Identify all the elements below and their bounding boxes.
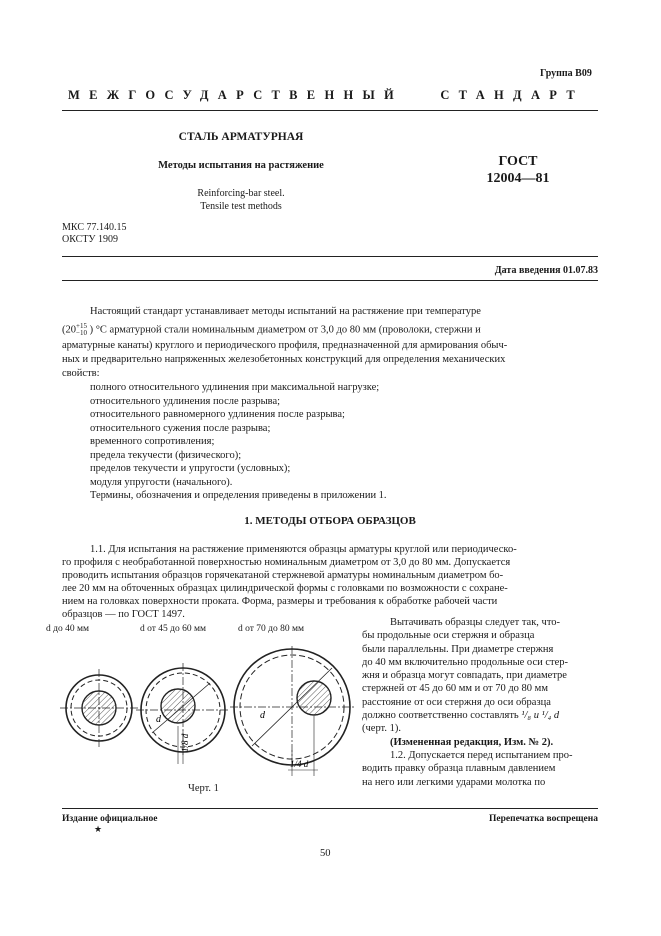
reprint-prohibited: Перепечатка воспрещена xyxy=(488,814,598,824)
cross-section-c xyxy=(230,646,356,776)
p11-line-1: 1.1. Для испытания на растяжение применяются образцы арматуры круглой или периодическо- xyxy=(90,544,517,555)
english-title-line-2: Tensile test methods xyxy=(200,201,282,212)
specimen-cross-section-figure xyxy=(40,638,360,780)
list-item: временного сопротивления; xyxy=(90,436,215,447)
document-subtitle: Методы испытания на растяжение xyxy=(158,160,324,171)
top-rule xyxy=(62,110,598,111)
gost-label: ГОСТ xyxy=(498,154,538,169)
rcol-line: жня и образца могут совпадать, при диаметре xyxy=(362,670,567,682)
temp-tolerance-minus: −10 xyxy=(76,329,87,337)
p12-line: на него или легкими ударами молотка по xyxy=(362,776,546,788)
list-item: относительного удлинения после разрыва; xyxy=(90,395,281,407)
classification-codes xyxy=(62,222,126,246)
figure-label-c: d от 70 до 80 мм xyxy=(238,624,305,634)
rcol-line: Вытачивать образцы следует так, что- xyxy=(390,617,561,628)
gost-number: 12004—81 xyxy=(486,171,550,186)
rcol-line: бы продольные оси стержня и образца xyxy=(362,630,535,642)
properties-list xyxy=(90,381,387,503)
gost-designation xyxy=(458,153,578,187)
rcol-line: расстояние от оси стержня до оси образца xyxy=(362,696,551,708)
introduction-date: Дата введения 01.07.83 xyxy=(494,265,598,276)
mks-code: МКС 77.140.15 xyxy=(62,222,127,233)
rcol-line xyxy=(362,709,598,722)
document-title: СТАЛЬ АРМАТУРНАЯ xyxy=(178,131,304,143)
list-item: относительного сужения после разрыва; xyxy=(90,422,271,434)
official-edition: Издание официальное xyxy=(62,814,158,824)
section-heading: 1. МЕТОДЫ ОТБОРА ОБРАЗЦОВ xyxy=(244,515,416,527)
intro-line-2: (20 +15 −10 ) °С арматурной стали номинальным диаметром от 3,0 до 80 мм (проволоки, стержни и xyxy=(62,322,481,337)
p11-line-2: го профиля с необработанной поверхностью номинальным диаметром от 3,0 до 80 мм. Допускается xyxy=(62,557,511,568)
intro-line-1: Настоящий стандарт устанавливает методы испытаний на растяжение при температуре xyxy=(90,306,481,317)
p12-line: водить правку образца плавным давлением xyxy=(362,763,556,775)
intro-line-5: свойств: xyxy=(62,368,100,379)
amendment-note: (Измененная редакция, Изм. № 2). xyxy=(390,736,554,748)
page-number: 50 xyxy=(320,848,331,859)
dimension-d-b: d xyxy=(156,714,161,725)
list-item: пределов текучести и упругости (условных); xyxy=(90,463,291,474)
temp-base: 20 xyxy=(65,324,76,336)
english-title xyxy=(62,187,420,213)
p11-line-4: лее 20 мм на обточенных образцах цилиндрической формы с головками по возможности с сохране- xyxy=(62,583,508,594)
star-mark: ★ xyxy=(94,824,103,834)
figure-label-a: d до 40 мм xyxy=(46,624,89,634)
list-item: модуля упругости (начального). xyxy=(90,476,233,488)
intro-line-2-text: ) °С арматурной стали номинальным диаметром от 3,0 до 80 мм (проволоки, стержни и xyxy=(89,324,481,336)
fraction-text: ¹/₈ и ¹/₄ d xyxy=(521,710,560,722)
standard-banner: МЕЖГОСУДАРСТВЕННЫЙ СТАНДАРТ xyxy=(68,88,585,102)
p11-line-6: образцов — по ГОСТ 1497. xyxy=(62,609,185,620)
p12-line: 1.2. Допускается перед испытанием про- xyxy=(390,749,573,761)
rcol-line-text: должно соответственно составлять xyxy=(362,710,519,722)
cross-section-a xyxy=(60,669,138,747)
right-column-text xyxy=(362,616,598,789)
group-code: Группа В09 xyxy=(540,68,592,79)
intro-line-3: арматурные канаты) круглого и периодического профиля, предназначенной для армирования обыч- xyxy=(62,340,508,351)
figure-label-b: d от 45 до 60 мм xyxy=(140,624,207,634)
temp-tolerance-plus: +15 xyxy=(76,322,87,330)
rcol-line: стержней от 45 до 60 мм и от 70 до 80 мм xyxy=(362,683,548,695)
dimension-quarter: 1/4 d xyxy=(290,759,309,769)
list-item: относительного равномерного удлинения после разрыва; xyxy=(90,409,345,420)
intro-date-rule-bottom xyxy=(62,280,598,281)
okstu-code: ОКСТУ 1909 xyxy=(62,234,119,245)
rcol-line: были параллельны. При диаметре стержня xyxy=(362,643,554,655)
list-item: предела текучести (физического); xyxy=(90,449,242,461)
list-item: полного относительного удлинения при максимальной нагрузке; xyxy=(90,382,380,393)
dimension-eighth: 1/8 d xyxy=(180,733,190,752)
dimension-d-c: d xyxy=(260,710,265,721)
p11-line-3: проводить испытания образцов горячекатаной стержневой арматуры номинальным диаметром бо- xyxy=(62,570,504,581)
intro-line-4: ных и предварительно напряженных железобетонных конструкций для определения механических xyxy=(62,354,506,365)
english-title-line-1: Reinforcing-bar steel. xyxy=(197,188,285,199)
intro-date-rule xyxy=(62,256,598,257)
rcol-line: до 40 мм включительно продольные оси стер- xyxy=(362,656,569,668)
p11-line-5: нием на головках поверхности проката. Форма, размеры и требования к обработке рабочей части xyxy=(62,596,498,607)
chert-reference: (черт. 1). xyxy=(362,723,401,735)
footer-rule xyxy=(62,808,598,809)
annex-reference: Термины, обозначения и определения приведены в приложении 1. xyxy=(90,490,387,501)
figure-caption: Черт. 1 xyxy=(188,783,219,794)
